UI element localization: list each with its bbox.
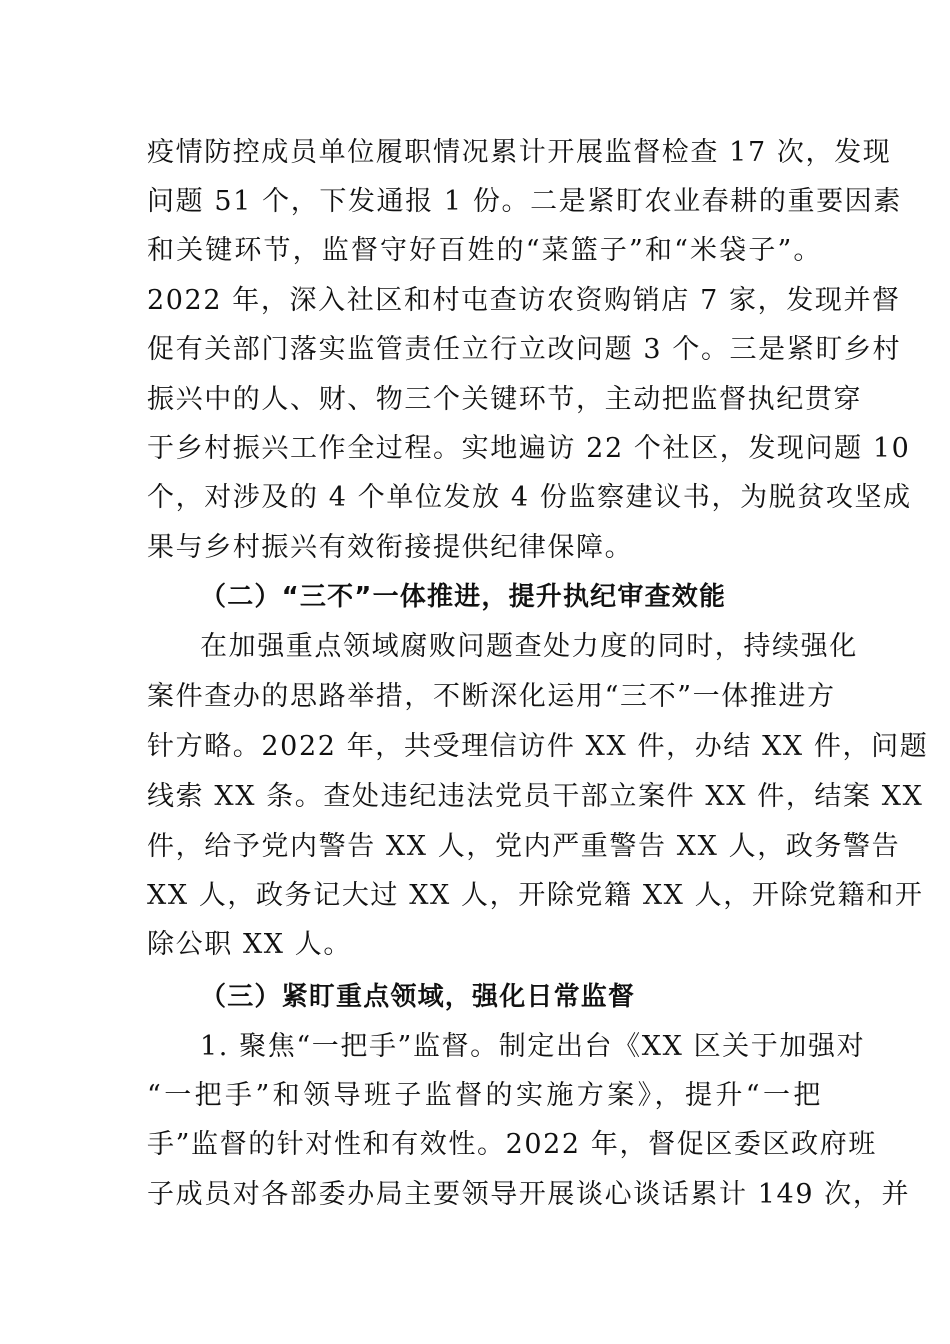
- paragraph-line: XX 人，政务记大过 XX 人，开除党籍 XX 人，开除党籍和开: [147, 880, 924, 911]
- paragraph-line: 1. 聚焦“一把手”监督。制定出台《XX 区关于加强对: [200, 1031, 866, 1062]
- paragraph-line: 子成员对各部委办局主要领导开展谈心谈话累计 149 次，并: [147, 1179, 911, 1210]
- paragraph-line: 问题 51 个，下发通报 1 份。二是紧盯农业春耕的重要因素: [147, 186, 902, 217]
- paragraph-line: 果与乡村振兴有效衔接提供纪律保障。: [147, 532, 634, 563]
- paragraph-line: 和关键环节，监督守好百姓的“菜篮子”和“米袋子”。: [147, 235, 822, 266]
- section-heading-3: （三）紧盯重点领域，强化日常监督: [200, 982, 636, 1012]
- paragraph-line: 在加强重点领域腐败问题查处力度的同时，持续强化: [200, 631, 858, 662]
- paragraph-line: 线索 XX 条。查处违纪违法党员干部立案件 XX 件，结案 XX: [147, 781, 924, 812]
- paragraph-line: 针方略。2022 年，共受理信访件 XX 件，办结 XX 件，问题: [147, 731, 929, 762]
- paragraph-line: 件，给予党内警告 XX 人，党内严重警告 XX 人，政务警告: [147, 831, 901, 862]
- section-heading-2: （二）“三不”一体推进，提升执纪审查效能: [200, 582, 727, 612]
- paragraph-line: 手”监督的针对性和有效性。2022 年，督促区委区政府班: [147, 1129, 877, 1160]
- paragraph-line: 疫情防控成员单位履职情况累计开展监督检查 17 次，发现: [147, 137, 892, 168]
- paragraph-line: 个，对涉及的 4 个单位发放 4 份监察建议书，为脱贫攻坚成: [147, 482, 912, 513]
- paragraph-line: 于乡村振兴工作全过程。实地遍访 22 个社区，发现问题 10: [147, 433, 911, 464]
- paragraph-line: 案件查办的思路举措，不断深化运用“三不”一体推进方: [147, 681, 836, 712]
- paragraph-line: 振兴中的人、财、物三个关键环节，主动把监督执纪贯穿: [147, 384, 862, 415]
- paragraph-line: “一把手”和领导班子监督的实施方案》，提升“一把: [147, 1080, 822, 1111]
- paragraph-line: 促有关部门落实监管责任立行立改问题 3 个。三是紧盯乡村: [147, 334, 902, 365]
- paragraph-line: 除公职 XX 人。: [147, 929, 353, 960]
- paragraph-line: 2022 年，深入社区和村屯查访农资购销店 7 家，发现并督: [147, 285, 901, 316]
